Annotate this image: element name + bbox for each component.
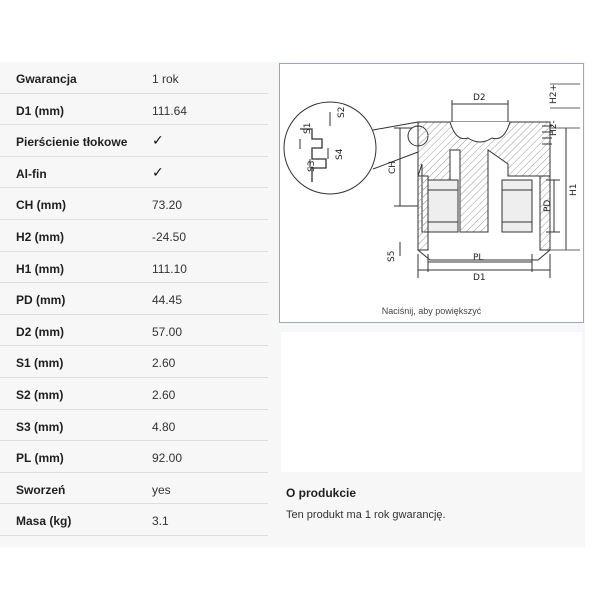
spec-label: D2 (mm) [16, 324, 65, 339]
spec-row-alfin [0, 157, 268, 189]
spec-label: S2 (mm) [16, 387, 64, 402]
spec-value: 111.10 [152, 261, 187, 276]
spec-label: Gwarancja [16, 72, 77, 86]
label-s1: S1 [303, 122, 313, 134]
spec-label: H2 (mm) [16, 229, 65, 244]
zoom-caption[interactable]: Naciśnij, aby powiększyć [381, 306, 482, 316]
spec-value: yes [152, 482, 171, 497]
spec-row-h1 [0, 252, 268, 284]
label-pd: PD [543, 199, 553, 212]
spec-row-d2 [0, 315, 268, 347]
label-s3: S3 [307, 160, 317, 172]
spec-row-warranty [0, 62, 268, 94]
spec-value: -24.50 [152, 229, 187, 244]
label-h1: H1 [569, 183, 579, 196]
spec-value: 111.64 [152, 103, 187, 118]
spec-value: 92.00 [152, 451, 183, 466]
spec-label: PD (mm) [16, 293, 66, 308]
spec-label: S1 (mm) [16, 356, 64, 371]
label-d2: D2 [473, 93, 486, 103]
label-ch: CH [388, 160, 398, 174]
spec-label: S3 (mm) [16, 419, 64, 434]
spec-row-pd [0, 283, 268, 315]
spec-label: D1 (mm) [16, 103, 65, 118]
spec-row-pin [0, 473, 268, 505]
spec-value: 1 rok [152, 72, 179, 86]
spec-value: 2.60 [152, 356, 176, 371]
spec-row-h2 [0, 220, 268, 252]
spec-row-s2 [0, 378, 268, 410]
piston-diagram [280, 64, 583, 322]
label-s4: S4 [335, 148, 345, 160]
spec-label: Al-fin [16, 166, 47, 181]
label-s2: S2 [337, 106, 347, 118]
spec-label: Pierścienie tłokowe [16, 135, 128, 150]
image-placeholder [281, 332, 582, 472]
spec-label: Masa (kg) [16, 514, 72, 529]
spec-row-pl [0, 441, 268, 473]
spec-value: 44.45 [152, 293, 183, 308]
spec-label: PL (mm) [16, 451, 64, 466]
spec-row-s3 [0, 410, 268, 442]
spec-value: 3.1 [152, 514, 169, 529]
about-title: O produkcie [286, 486, 357, 500]
spec-label: Sworzeń [16, 482, 66, 497]
spec-row-ch [0, 188, 268, 220]
label-h2minus: H2- [549, 120, 559, 136]
spec-row-mass [0, 504, 268, 536]
about-text: Ten produkt ma 1 rok gwarancję. [286, 509, 446, 521]
spec-row-rings [0, 125, 268, 157]
check-icon: ✓ [152, 163, 164, 180]
spec-value: 4.80 [152, 419, 176, 434]
spec-label: CH (mm) [16, 198, 66, 213]
spec-row-d1 [0, 94, 268, 126]
check-icon: ✓ [152, 132, 164, 149]
spec-value: 57.00 [152, 324, 183, 339]
spec-value: 73.20 [152, 198, 183, 213]
specs-table [0, 62, 268, 536]
spec-row-s1 [0, 346, 268, 378]
piston-drawing[interactable] [279, 63, 584, 323]
label-pl: PL [473, 253, 484, 263]
spec-value: 2.60 [152, 387, 176, 402]
spec-label: H1 (mm) [16, 261, 65, 276]
label-d1: D1 [473, 273, 486, 283]
label-h2plus: H2+ [549, 83, 559, 104]
label-s5: S5 [387, 250, 397, 262]
